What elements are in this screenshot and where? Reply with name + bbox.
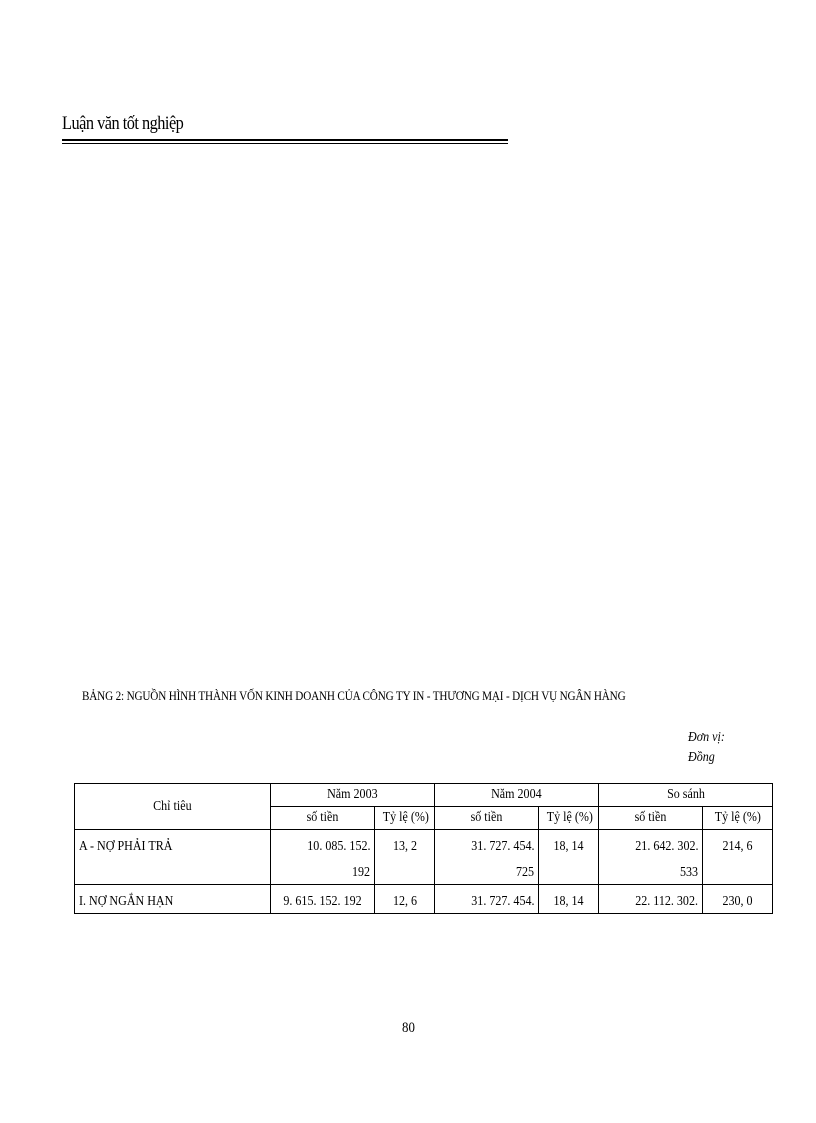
subheader-amount-2003: số tiền (271, 807, 375, 830)
header-group-2003: Năm 2003 (271, 784, 435, 807)
ratio-2004: 18, 14 (539, 885, 599, 914)
amount-2003: 10. 085. 152. 192 (271, 830, 375, 885)
table-row (75, 830, 773, 885)
unit-label (688, 728, 740, 768)
header-group-2004: Năm 2004 (435, 784, 599, 807)
header-rule-thin (62, 143, 508, 144)
table-header-row-1 (75, 784, 773, 807)
subheader-ratio-2004: Tỷ lệ (%) (539, 807, 599, 830)
document-header (62, 113, 508, 144)
subheader-ratio-2003: Tỷ lệ (%) (375, 807, 435, 830)
amount-2003: 9. 615. 152. 192 (271, 885, 375, 914)
subheader-ratio-compare: Tỷ lệ (%) (703, 807, 773, 830)
subheader-amount-2004: số tiền (435, 807, 539, 830)
amount-compare: 21. 642. 302. 533 (599, 830, 703, 885)
unit-line-2: Đồng (688, 750, 715, 765)
header-title: Luận văn tốt nghiệp (62, 113, 184, 134)
ratio-2003: 13, 2 (375, 830, 435, 885)
amount-compare: 22. 112. 302. (599, 885, 703, 914)
ratio-compare: 230, 0 (703, 885, 773, 914)
header-group-compare: So sánh (599, 784, 773, 807)
amount-2004: 31. 727. 454. 725 (435, 830, 539, 885)
row-label: I. NỢ NGẮN HẠN (75, 885, 271, 914)
table-title: BẢNG 2: NGUỒN HÌNH THÀNH VỐN KINH DOANH CỦA CÔNG TY IN - THƯƠNG MẠI - DỊCH VỤ NGÂN HÀNG (82, 688, 626, 703)
unit-line-1: Đơn vị: (688, 730, 725, 745)
amount-2004: 31. 727. 454. (435, 885, 539, 914)
header-rule-thick (62, 139, 508, 141)
row-label: A - NỢ PHẢI TRẢ (75, 830, 271, 885)
ratio-compare: 214, 6 (703, 830, 773, 885)
ratio-2004: 18, 14 (539, 830, 599, 885)
table-row (75, 885, 773, 914)
capital-source-table (74, 783, 773, 914)
subheader-amount-compare: số tiền (599, 807, 703, 830)
page-number: 80 (401, 1020, 415, 1036)
ratio-2003: 12, 6 (375, 885, 435, 914)
header-chi-tieu: Chỉ tiêu (75, 784, 271, 830)
